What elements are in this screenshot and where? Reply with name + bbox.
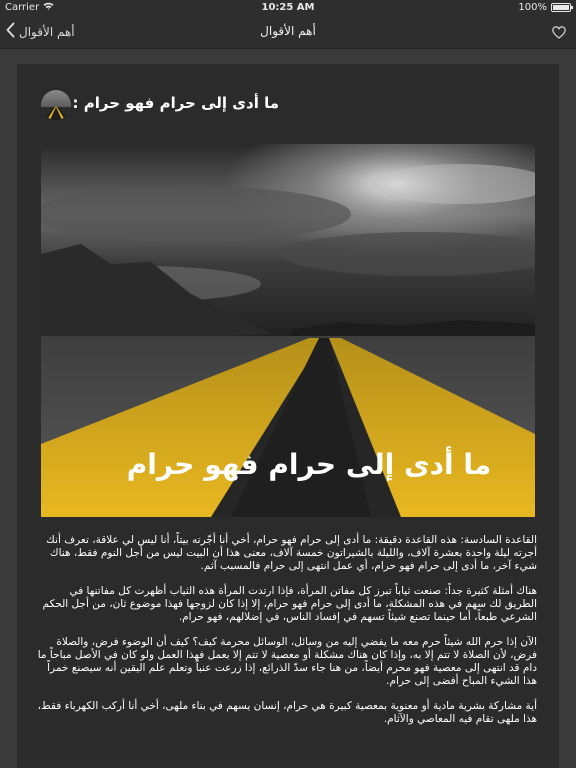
post-title: ما أدى إلى حرام فهو حرام :	[72, 94, 279, 112]
post-paragraph: الآن إذا حرم الله شيئاً حرم معه ما يفضي إليه من وسائل، الوسائل محرمة كيف؟ كيف أن الوضوء فرض، والصلاة فرض، لأن الصلاة لا تتم إلا به، وإذا كان هناك مشكلة أو معصية لا تتم إلا بعمل فهذا العمل ولو كان في الأصل مباحاً ما دام قد انتهى إلى معصية فهو محرم أيضاً، من هنا جاء سدّ الذرائع، إذا زرعت عنباً وتعلم علم اليقين أنه سيصنع خمراً هذا الشيء المباح أفضى إلى حرام.	[37, 636, 537, 687]
status-time: 10:25 AM	[261, 2, 315, 13]
post-paragraph: القاعدة السادسة: هذه القاعدة دقيقة: ما أدى إلى حرام فهو حرام، أخي أنا أجّرته بيتاً، أنا ليس لي علاقة، تعرف أنك أجرته ليلة واحدة بعشرة آلاف، والليلة بالشيراتون خمسة آلاف، معنى هذا أن البيت ليس من أجل النوم فقط، هناك شيء آخر، ما أدى إلى حرام فهو حرام، أي عمل انتهى إلى حرام فالمسبب آثم.	[46, 534, 537, 572]
status-right	[518, 2, 571, 13]
post-paragraph: أية مشاركة بشرية مادية أو معنوية بمعصية كبيرة هي حرام، إنسان يسهم في بناء ملهى، أخي أنا أركب الكهرباء فقط، هذا ملهى تقام فيه المعاصي والآثام.	[37, 700, 537, 725]
carrier-label: Carrier	[5, 2, 40, 13]
battery-percent: 100%	[518, 2, 547, 13]
post-body	[37, 534, 537, 738]
nav-title: أهم الأقوال	[260, 24, 316, 38]
heart-outline-icon[interactable]	[552, 24, 566, 43]
battery-icon	[551, 3, 571, 12]
image-caption: ما أدى إلى حرام فهو حرام	[126, 448, 492, 481]
avatar	[41, 90, 71, 120]
post-image	[41, 144, 535, 517]
post-header	[39, 88, 539, 124]
back-button-label: أهم الأقوال	[19, 24, 75, 39]
status-bar	[0, 0, 576, 16]
post-card	[17, 64, 559, 768]
navigation-bar	[0, 16, 576, 49]
post-paragraph: هناك أمثلة كثيرة جداً: صنعت ثياباً تبرز كل مفاتن المرأة، فإذا ارتدت المرأة هذه الثياب أظهرت كل مفاتنها في الطريق لك سهم في هذه المشكلة، ما أدى إلى حرام فهو حرام، إلا إذا كان لزوجها فهذا موضوع ثان، من أجل الحكم الشرعي طبعاً، أما حينما تصنع شيئاً تسهم في إفساد الناس، في إضلالهم، فهو حرام.	[42, 585, 537, 623]
